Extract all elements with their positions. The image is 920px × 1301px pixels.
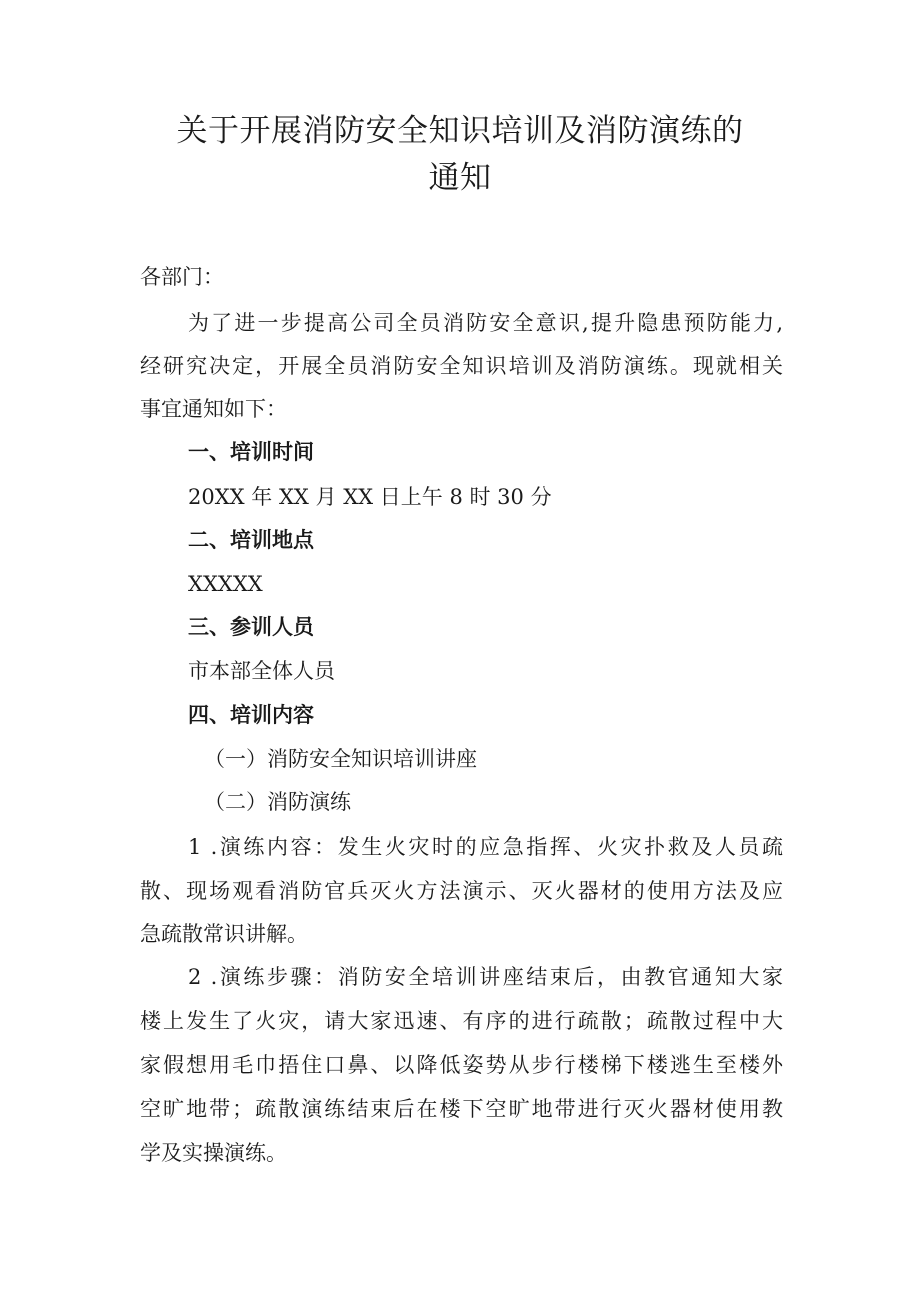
section-content-participants: 市本部全体人员 — [188, 659, 335, 683]
section-content-time: 20XX 年 XX 月 XX 日上午 8 时 30 分 — [188, 485, 552, 509]
section-heading-content: 四、培训内容 — [188, 703, 314, 727]
sub-item-lecture: （一）消防安全知识培训讲座 — [204, 747, 477, 771]
section-heading-location: 二、培训地点 — [188, 528, 314, 552]
item2-line-2: 楼上发生了火灾，请大家迅速、有序的进行疏散；疏散过程中大 — [140, 1009, 783, 1033]
item2-line-4: 空旷地带；疏散演练结束后在楼下空旷地带进行灭火器材使用教 — [140, 1097, 783, 1121]
intro-line-3: 事宜通知如下： — [140, 397, 287, 421]
item1-line-1: 1 .演练内容：发生火灾时的应急指挥、火灾扑救及人员疏 — [188, 835, 783, 859]
intro-line-1: 为了进一步提高公司全员消防安全意识,提升隐患预防能力, — [188, 311, 783, 335]
item1-line-3: 急疏散常识讲解。 — [140, 922, 308, 946]
item2-line-5: 学及实操演练。 — [140, 1141, 287, 1165]
item1-line-2: 散、现场观看消防官兵灭火方法演示、灭火器材的使用方法及应 — [140, 879, 783, 903]
item2-line-1: 2 .演练步骤：消防安全培训讲座结束后，由教官通知大家 — [188, 965, 783, 989]
document-title-line-1: 关于开展消防安全知识培训及消防演练的 — [176, 113, 744, 149]
salutation: 各部门： — [140, 265, 224, 289]
section-heading-time: 一、培训时间 — [188, 440, 314, 464]
document-title-line-2: 通知 — [428, 160, 492, 196]
intro-line-2: 经研究决定，开展全员消防安全知识培训及消防演练。现就相关 — [140, 354, 783, 378]
section-content-location: XXXXX — [188, 572, 263, 596]
item2-line-3: 家假想用毛巾捂住口鼻、以降低姿势从步行楼梯下楼逃生至楼外 — [140, 1053, 783, 1077]
sub-item-drill: （二）消防演练 — [204, 790, 351, 814]
section-heading-participants: 三、参训人员 — [188, 615, 314, 639]
